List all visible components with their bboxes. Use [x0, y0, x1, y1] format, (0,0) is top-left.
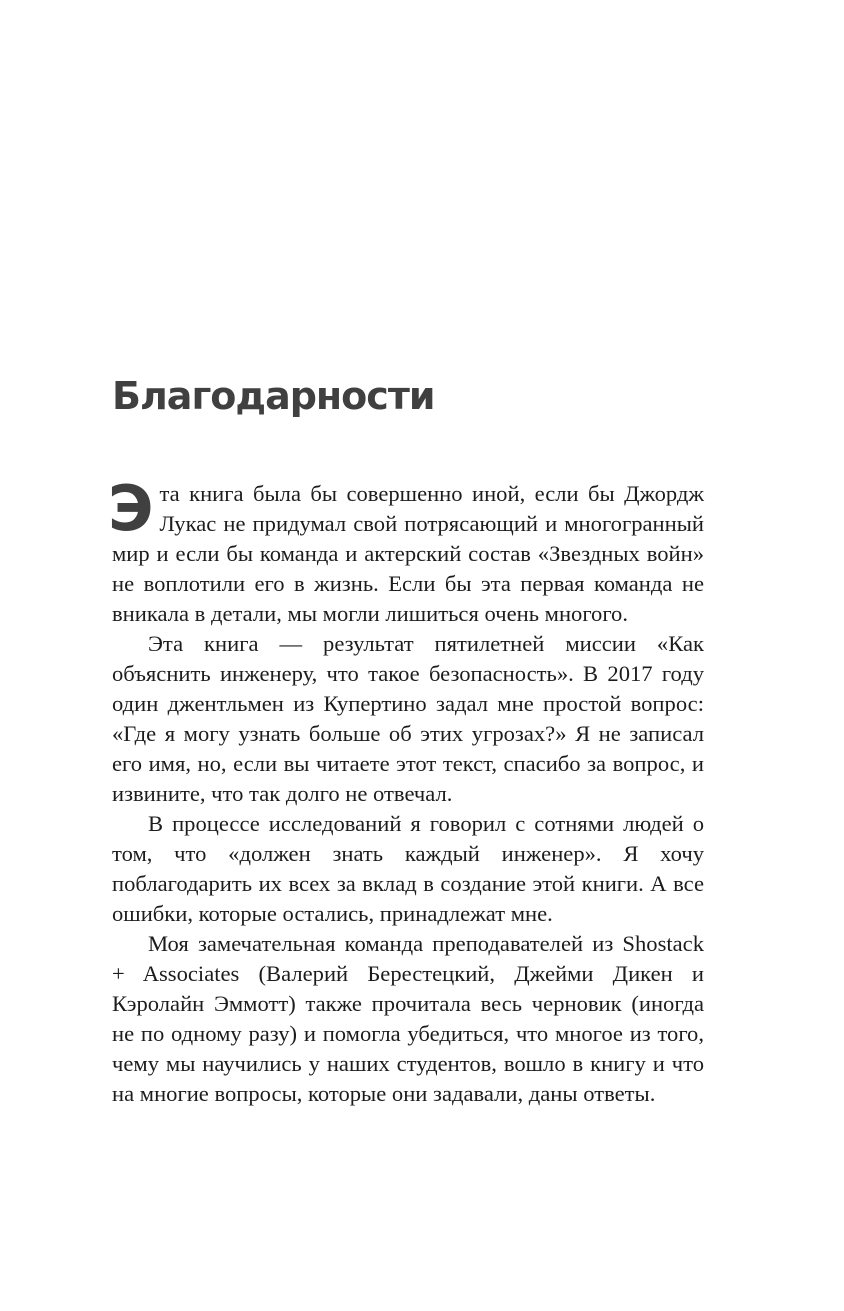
paragraph-1-text: та книга была бы совершенно иной, если бы Джордж Лукас не придумал свой потрясающий и многогранный мир и если бы команда и актерский состав «Звездных войн» не воплотили его в жизнь. Если бы эта первая команда не вникала в детали, мы могли лишиться очень многого.: [112, 481, 704, 626]
paragraph-1: [108, 472, 704, 629]
paragraph-4: Моя замечательная команда преподавателей из Shostack + Associates (Валерий Берестецкий, Джейми Дикен и Кэролайн Эммотт) также прочитала весь черновик (иногда не по одному разу) и помогла убедиться, что многое из того, чему мы научились у наших студентов, вошло в книгу и что на многие вопросы, которые они задавали, даны ответы.: [112, 931, 704, 1106]
chapter-title: Благодарности: [112, 374, 435, 418]
body-text: [108, 472, 704, 1109]
paragraph-2: Эта книга — результат пятилетней миссии «Как объяснить инженеру, что такое безопасность». В 2017 году один джентльмен из Купертино задал мне простой вопрос: «Где я могу узнать больше об этих угрозах?» Я не записал его имя, но, если вы читаете этот текст, спасибо за вопрос, и извините, что так долго не отвечал.: [112, 631, 704, 806]
drop-cap: Э: [108, 472, 154, 545]
paragraph-3: В процессе исследований я говорил с сотнями людей о том, что «должен знать каждый инженер». Я хочу поблагодарить их всех за вклад в создание этой книги. А все ошибки, которые остались, принадлежат мне.: [112, 811, 704, 926]
